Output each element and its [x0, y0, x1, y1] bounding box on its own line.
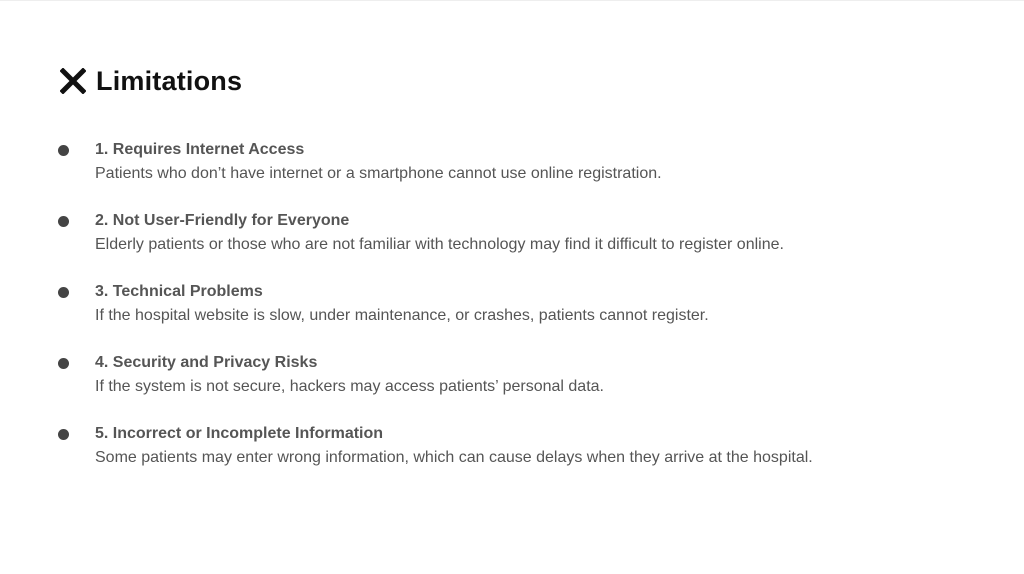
list-item-description: Patients who don’t have internet or a smartphone cannot use online registration.: [95, 165, 662, 182]
bullet-icon: [58, 287, 69, 298]
list-item-description: Some patients may enter wrong information, which can cause delays when they arrive at the hospital.: [95, 449, 813, 466]
list-item-heading: 2. Not User-Friendly for Everyone: [95, 212, 350, 229]
bullet-icon: [58, 145, 69, 156]
bullet-icon: [58, 358, 69, 369]
bullet-icon: [58, 429, 69, 440]
list-item-heading: 1. Requires Internet Access: [95, 141, 305, 158]
list-item-heading: 5. Incorrect or Incomplete Information: [95, 425, 384, 442]
list-item-heading: 4. Security and Privacy Risks: [95, 354, 318, 371]
slide-title-text: Limitations: [96, 65, 243, 96]
bullet-icon: [58, 216, 69, 227]
list-item-description: Elderly patients or those who are not familiar with technology may find it difficult to register online.: [95, 236, 784, 253]
list-item-heading: 3. Technical Problems: [95, 283, 263, 300]
list-item-description: If the system is not secure, hackers may access patients’ personal data.: [95, 378, 604, 395]
list-item-description: If the hospital website is slow, under maintenance, or crashes, patients cannot register.: [95, 307, 709, 324]
